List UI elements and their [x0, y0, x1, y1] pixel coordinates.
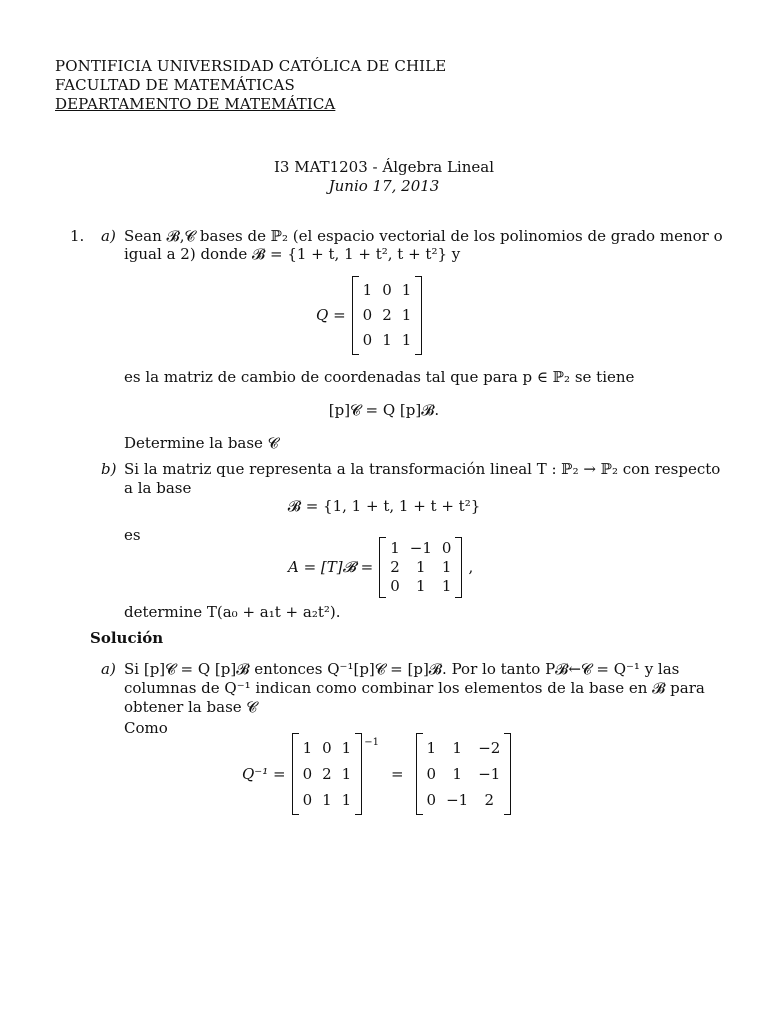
matrix-cell: 0: [322, 738, 332, 757]
matrix-q-inverse-table: [422, 735, 506, 813]
part-a-line-4: Determine la base 𝓒: [124, 434, 279, 452]
matrix-a-block: [288, 537, 473, 598]
matrix-cell: 1: [441, 577, 452, 595]
matrix-cell: 1: [401, 306, 412, 324]
matrix-cell: −1: [446, 790, 469, 809]
equals-sign: =: [390, 764, 404, 783]
part-b-basis: 𝓑 = {1, 1 + t, 1 + t + t²}: [287, 497, 481, 515]
part-b-es: es: [124, 526, 141, 544]
matrix-cell: 1: [401, 331, 412, 349]
part-a-line-1: Sean 𝓑,𝓒 bases de ℙ₂ (el espacio vectorial de los polinomios de grado menor o: [124, 227, 723, 245]
matrix-cell: 1: [452, 738, 462, 757]
matrix-q-label: Q =: [316, 306, 346, 324]
matrix-cell: −2: [478, 738, 501, 757]
matrix-cell: 1: [341, 790, 352, 809]
exam-date: Junio 17, 2013: [328, 177, 440, 195]
matrix-cell: 1: [362, 281, 373, 299]
matrix-cell: 1: [341, 738, 352, 757]
part-a-equation: [p]𝓒 = Q [p]𝓑.: [328, 401, 440, 419]
matrix-cell: 0: [362, 331, 373, 349]
solution-a-line-1: Si [p]𝓒 = Q [p]𝓑 entonces Q⁻¹[p]𝓒 = [p]𝓑. Por lo tanto P𝓑←𝓒 = Q⁻¹ y las: [124, 660, 680, 678]
matrix-a: [379, 537, 462, 598]
matrix-cell: 1: [390, 539, 400, 557]
matrix-cell: −1: [409, 539, 432, 557]
inverse-equation: [242, 733, 511, 815]
matrix-q: [352, 276, 423, 355]
matrix-q-block: [316, 276, 422, 355]
matrix-cell: 1: [382, 331, 392, 349]
matrix-cell: 1: [441, 558, 452, 576]
matrix-q-table: [358, 278, 417, 353]
part-b-line-1: Si la matriz que representa a la transformación lineal T : ℙ₂ → ℙ₂ con respecto: [124, 460, 721, 478]
matrix-cell: 0: [382, 281, 392, 299]
part-b-line-3: determine T(a₀ + a₁t + a₂t²).: [124, 603, 341, 621]
solution-a-line-3: obtener la base 𝓒: [124, 698, 258, 716]
matrix-cell: 2: [390, 558, 400, 576]
matrix-cell: 1: [322, 790, 332, 809]
matrix-cell: 0: [441, 539, 452, 557]
matrix-cell: 0: [302, 764, 313, 783]
exam-title: I3 MAT1203 - Álgebra Lineal: [273, 158, 495, 176]
matrix-cell: 1: [401, 281, 412, 299]
matrix-a-table: [385, 539, 456, 596]
part-a-label: a): [101, 227, 116, 245]
part-b-line-2: a la base: [124, 479, 192, 497]
matrix-a-comma: ,: [468, 558, 474, 576]
matrix-cell: 0: [302, 790, 313, 809]
matrix-cell: 1: [416, 577, 426, 595]
solution-a-label: a): [101, 660, 116, 678]
inverse-exponent: −1: [364, 736, 379, 748]
matrix-q-solution-table: [298, 735, 357, 813]
matrix-cell: 0: [426, 790, 437, 809]
part-a-line-3: es la matriz de cambio de coordenadas tal que para p ∈ ℙ₂ se tiene: [124, 368, 635, 386]
matrix-q-solution: [292, 733, 363, 815]
matrix-q-inverse: [416, 733, 512, 815]
matrix-cell: 1: [341, 764, 352, 783]
part-b-label: b): [101, 460, 117, 478]
matrix-cell: 1: [302, 738, 313, 757]
solution-a-line-2: columnas de Q⁻¹ indican como combinar los elementos de la base en 𝓑 para: [124, 679, 705, 697]
part-a-line-2: igual a 2) donde 𝓑 = {1 + t, 1 + t², t + t²} y: [124, 245, 461, 263]
matrix-cell: 0: [390, 577, 400, 595]
department-name: DEPARTAMENTO DE MATEMÁTICA: [55, 95, 336, 113]
solution-heading: Solución: [90, 629, 164, 647]
matrix-cell: −1: [478, 764, 501, 783]
university-name: PONTIFICIA UNIVERSIDAD CATÓLICA DE CHILE: [55, 57, 447, 75]
problem-number: 1.: [70, 227, 85, 245]
solution-a-como: Como: [124, 719, 168, 737]
matrix-cell: 1: [416, 558, 426, 576]
matrix-a-label: A = [T]𝓑 =: [288, 558, 374, 576]
matrix-cell: 1: [452, 764, 462, 783]
matrix-cell: 2: [382, 306, 392, 324]
faculty-name: FACULTAD DE MATEMÁTICAS: [55, 76, 295, 94]
matrix-cell: 0: [362, 306, 373, 324]
matrix-cell: 2: [484, 790, 495, 809]
matrix-cell: 2: [322, 764, 332, 783]
inverse-lhs-label: Q⁻¹ =: [242, 764, 286, 783]
matrix-cell: 0: [426, 764, 437, 783]
matrix-cell: 1: [426, 738, 437, 757]
